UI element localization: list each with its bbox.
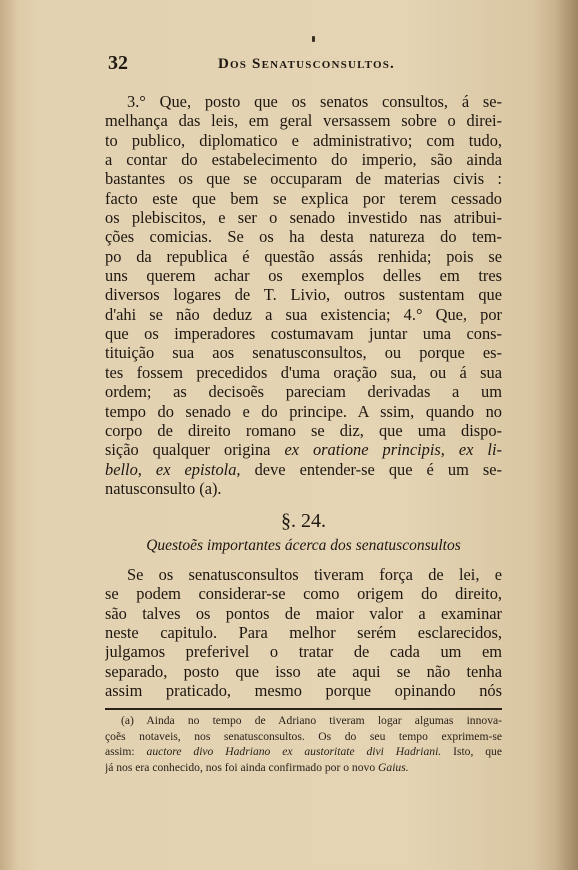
- text-line-with-latin: [105, 440, 502, 459]
- running-head: Dos Senatusconsultos.: [218, 56, 395, 72]
- latin-phrase: Gaius.: [378, 760, 409, 774]
- text-segment: sição qualquer origina: [105, 440, 271, 460]
- latin-phrase: auctore divo Hadriano ex austoritate divi Hadriani.: [146, 745, 442, 759]
- text-line: to publico, diplomatico e administrativo; com tudo,: [105, 130, 502, 150]
- text-segment: Isto, que: [453, 745, 502, 759]
- text-line: neste capitulo. Para melhor serém esclarecidos,: [105, 623, 502, 643]
- text-line: diversos logares de T. Livio, outros sustentam que: [105, 285, 502, 305]
- text-line: uns querem achar os exemplos delles em tres: [105, 266, 502, 286]
- footnote-divider: [105, 708, 502, 710]
- text-line-with-latin: [105, 460, 502, 479]
- paragraph-one: [105, 92, 502, 498]
- text-line: separado, posto que isso ate aqui se não tenha: [105, 661, 502, 681]
- ink-mark: [312, 36, 315, 42]
- section-paragraph: [105, 565, 502, 700]
- text-segment: já nos era conhecido, nos foi ainda confirmado por o novo: [105, 760, 376, 774]
- text-segment: assim:: [105, 745, 135, 759]
- footnote-line: çoẽs notaveis, nos senatusconsultos. Os do seu tempo exprimem-se: [105, 729, 502, 743]
- text-line: são talves os pontos de maior valor a examinar: [105, 603, 502, 623]
- text-line: julgamos preferivel o tratar de cada um em: [105, 642, 502, 662]
- latin-phrase: bello, ex epistola,: [105, 459, 241, 479]
- footnote-line-with-latin: [105, 744, 502, 760]
- page-header: [108, 52, 504, 78]
- footnote-line: (a) Ainda no tempo de Adriano tiveram logar algumas innova-: [121, 714, 502, 727]
- text-line: melhança das leis, em geral versassem sobre o direi-: [105, 111, 502, 131]
- text-segment: deve entender-se que é um se-: [254, 459, 502, 479]
- text-line: assim praticado, mesmo porque opinando nós: [105, 681, 502, 701]
- text-line: corpo de direito romano se diz, que uma dispo-: [105, 420, 502, 440]
- text-line: 3.° Que, posto que os senatos consultos, á se-: [127, 92, 502, 111]
- latin-phrase: ex oratione principis, ex li-: [284, 440, 502, 460]
- text-line: facto este que bem se explica por terem cessado: [105, 188, 502, 208]
- section-number: §. 24.: [281, 510, 326, 532]
- text-line: d'ahi se não deduz a sua existencia; 4.° Que, por: [105, 304, 502, 324]
- footnote-line-with-latin: [105, 760, 502, 776]
- text-line: tempo do senado e do principe. A ssim, quando no: [105, 401, 502, 421]
- text-line: tituição sua aos senatusconsultos, ou porque es-: [105, 343, 502, 363]
- text-line: a contar do estabelecimento do imperio, são ainda: [105, 150, 502, 170]
- text-line: ções comicias. Se os ha desta natureza do tem-: [105, 227, 502, 247]
- text-line: Se os senatusconsultos tiveram força de lei, e: [127, 565, 502, 584]
- text-line: tes fossem precedidos d'uma oração sua, ou á sua: [105, 362, 502, 382]
- text-line: po da republica é questão assás renhida; pois se: [105, 246, 502, 266]
- page-number: 32: [108, 52, 128, 74]
- text-line: que os imperadores costumavam juntar uma cons-: [105, 324, 502, 344]
- text-line: os plebiscitos, e ser o senado investido nas atribui-: [105, 208, 502, 228]
- text-line: bastantes os que se occuparam de materias civis :: [105, 169, 502, 189]
- page-edge-shadow: [556, 0, 578, 870]
- text-line: se podem considerar-se como origem do direito,: [105, 584, 502, 604]
- text-line: ordem; as decisoẽs pareciam derivadas a um: [105, 382, 502, 402]
- footnote: [105, 713, 502, 775]
- section-title: Questoẽs importantes ácerca dos senatusconsultos: [146, 537, 461, 554]
- text-line: natusconsulto (a).: [105, 478, 222, 498]
